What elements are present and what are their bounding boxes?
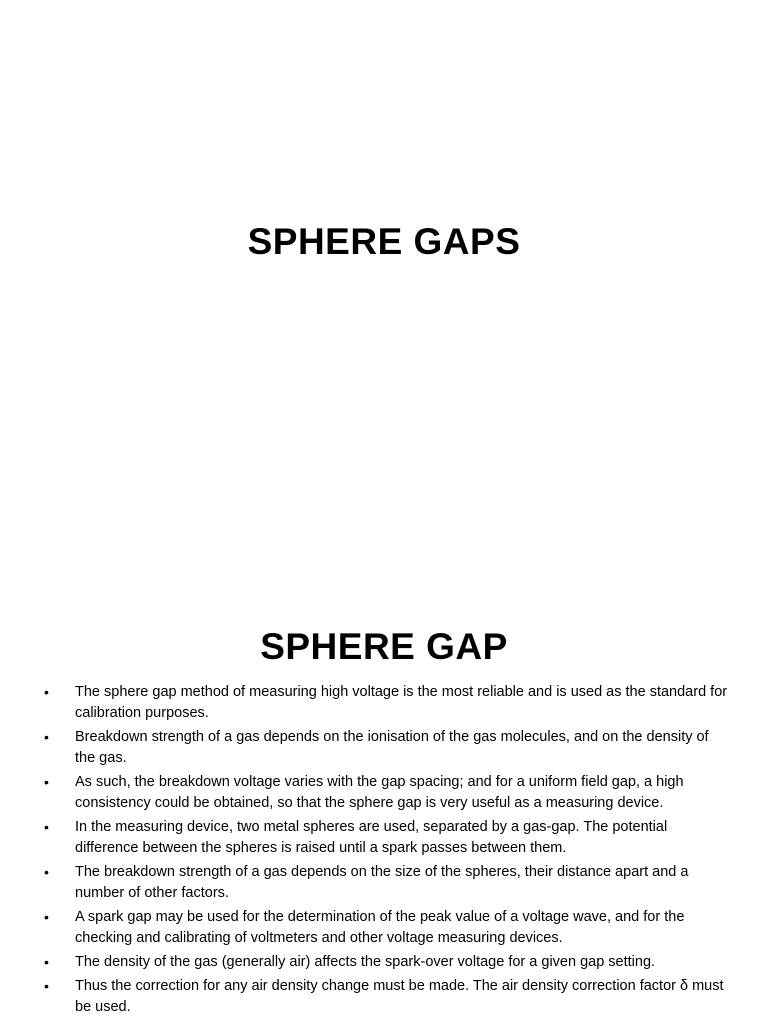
bullet-icon: • <box>44 864 49 880</box>
bullet-list <box>0 682 768 1021</box>
bullet-icon: • <box>44 978 49 994</box>
content-slide <box>0 576 768 1024</box>
bullet-icon: • <box>44 909 49 925</box>
bullet-item <box>0 772 768 814</box>
bullet-icon: • <box>44 684 49 700</box>
bullet-text: Breakdown strength of a gas depends on the ionisation of the gas molecules, and on the density of the gas. <box>75 729 709 766</box>
slide-title: SPHERE GAP <box>260 626 508 667</box>
bullet-icon: • <box>44 774 49 790</box>
bullet-item <box>0 862 768 904</box>
bullet-text: In the measuring device, two metal spheres are used, separated by a gas-gap. The potential difference between the spheres is raised until a spark passes between them. <box>75 819 668 856</box>
bullet-text: The sphere gap method of measuring high voltage is the most reliable and is used as the standard for calibration purposes. <box>75 684 728 721</box>
bullet-item <box>0 817 768 859</box>
bullet-text: Thus the correction for any air density change must be made. The air density correction factor δ must be used. <box>75 978 724 1015</box>
bullet-icon: • <box>44 954 49 970</box>
bullet-text: The breakdown strength of a gas depends on the size of the spheres, their distance apart and a number of other factors. <box>75 864 689 901</box>
bullet-text: A spark gap may be used for the determination of the peak value of a voltage wave, and for the checking and calibrating of voltmeters and other voltage measuring devices. <box>75 909 685 946</box>
bullet-item <box>0 976 768 1018</box>
bullet-item <box>0 682 768 724</box>
bullet-text: As such, the breakdown voltage varies with the gap spacing; and for a uniform field gap, a high consistency could be obtained, so that the sphere gap is very useful as a measuring device. <box>75 774 684 811</box>
bullet-item <box>0 952 768 973</box>
bullet-item <box>0 907 768 949</box>
bullet-icon: • <box>44 729 49 745</box>
bullet-icon: • <box>44 819 49 835</box>
bullet-text: The density of the gas (generally air) affects the spark-over voltage for a given gap setting. <box>75 954 656 970</box>
slide-title: SPHERE GAPS <box>247 221 521 262</box>
bullet-item <box>0 727 768 769</box>
